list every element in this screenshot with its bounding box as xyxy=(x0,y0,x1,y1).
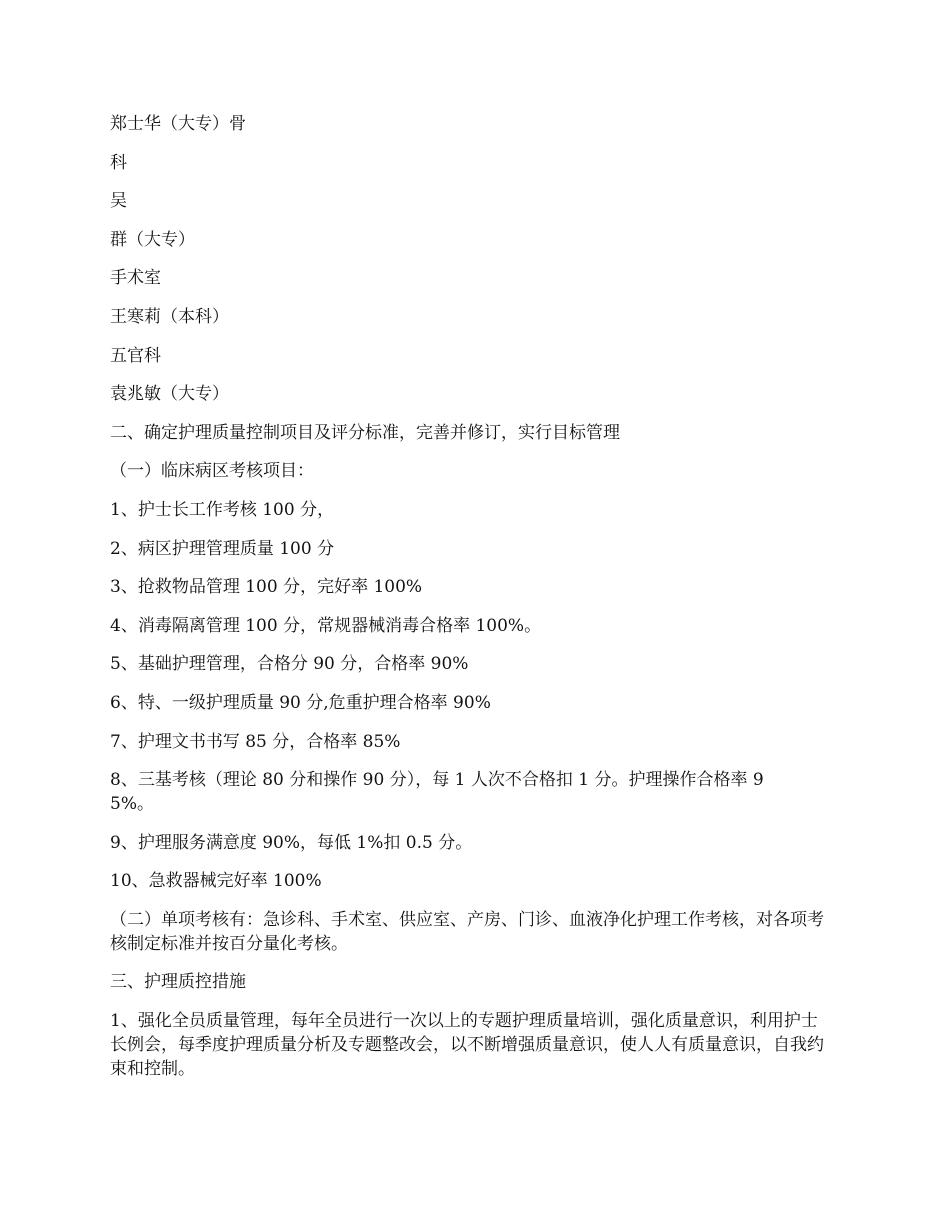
list-item: 5、基础护理管理，合格分 90 分，合格率 90% xyxy=(110,654,469,675)
document-body xyxy=(110,112,830,1096)
list-item: 3、抢救物品管理 100 分，完好率 100% xyxy=(110,577,423,598)
staff-line: 群（大专） xyxy=(110,229,195,250)
list-item: 4、消毒隔离管理 100 分，常规器械消毒合格率 100%。 xyxy=(110,615,542,636)
list-item: 7、护理文书书写 85 分，合格率 85% xyxy=(110,731,401,752)
staff-line: 科 xyxy=(110,152,127,173)
list-item: 9、护理服务满意度 90%，每低 1%扣 0.5 分。 xyxy=(110,832,473,853)
list-item: 6、特、一级护理质量 90 分,危重护理合格率 90% xyxy=(110,692,491,713)
list-item: 8、三基考核（理论 80 分和操作 90 分），每 1 人次不合格扣 1 分。护理操作合格率 95%。 xyxy=(110,770,764,815)
subsection-heading-1: （一）临床病区考核项目： xyxy=(110,461,314,482)
staff-line: 五官科 xyxy=(110,345,161,366)
staff-line: 王寒莉（本科） xyxy=(110,306,229,327)
section-heading-3: 三、护理质控措施 xyxy=(110,972,246,993)
subsection-paragraph-2: （二）单项考核有：急诊科、手术室、供应室、产房、门诊、血液净化护理工作考核，对各项考核制定标准并按百分量化考核。 xyxy=(110,909,824,954)
list-item: 1、护士长工作考核 100 分， xyxy=(110,499,335,520)
section-heading-2: 二、确定护理质量控制项目及评分标准，完善并修订，实行目标管理 xyxy=(110,422,620,443)
staff-line: 吴 xyxy=(110,191,127,212)
staff-line: 手术室 xyxy=(110,268,161,289)
staff-line: 袁兆敏（大专） xyxy=(110,384,229,405)
list-item: 10、急救器械完好率 100% xyxy=(110,871,322,892)
list-item: 2、病区护理管理质量 100 分 xyxy=(110,538,335,559)
measure-paragraph-1: 1、强化全员质量管理，每年全员进行一次以上的专题护理质量培训，强化质量意识，利用护士长例会，每季度护理质量分析及专题整改会，以不断增强质量意识，使人人有质量意识，自我约束和控制。 xyxy=(110,1011,824,1080)
staff-line: 郑士华（大专）骨 xyxy=(110,114,246,134)
